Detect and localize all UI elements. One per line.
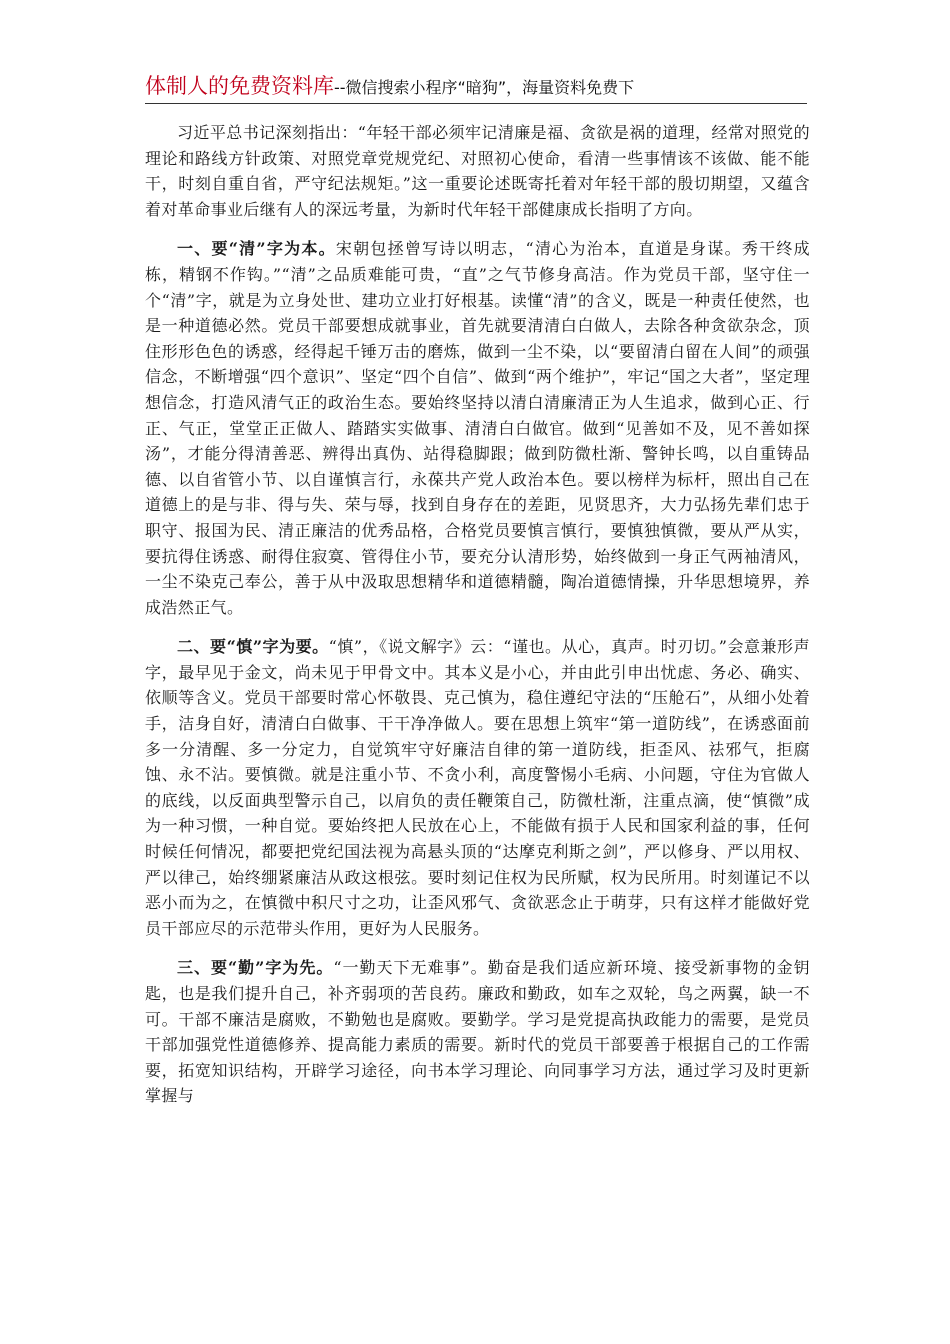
- paragraph-text: 习近平总书记深刻指出：“年轻干部必须牢记清廉是福、贪欲是祸的道理，经常对照党的理论和路线方针政策、对照党章党规党纪、对照初心使命，看清一些事情该不该做、能不能干，时刻自重自省，严守纪法规矩。”这一重要论述既寄托着对年轻干部的殷切期望，又蕴含着对革命事业后继有人的深远考量，为新时代年轻干部健康成长指明了方向。: [145, 123, 810, 219]
- header-tagline: --微信搜索小程序“暗狗”，海量资料免费下: [334, 78, 635, 97]
- page-header: [145, 70, 807, 104]
- paragraph-section-1: [145, 236, 810, 620]
- paragraph-text: “慎”，《说文解字》云：“谨也。从心，真声。时刃切。”会意兼形声字，最早见于金文，尚未见于甲骨文中。其本义是小心，并由此引申出忧虑、务必、确实、依顺等含义。党员干部要时常心怀敬畏、克己慎为，稳住遵纪守法的“压舱石”，从细小处着手，洁身自好，清清白白做事、干干净净做人。要在思想上筑牢“第一道防线”，在诱惑面前多一分清醒、多一分定力，自觉筑牢守好廉洁自律的第一道防线，拒歪风、祛邪气，拒腐蚀、永不沾。要慎微。就是注重小节、不贪小利，高度警惕小毛病、小问题，守住为官做人的底线，以反面典型警示自己，以肩负的责任鞭策自己，防微杜渐，注重点滴，使“慎微”成为一种习惯，一种自觉。要始终把人民放在心上，不能做有损于人民和国家利益的事，任何时候任何情况，都要把党纪国法视为高悬头顶的“达摩克利斯之剑”，严以修身、严以用权、严以律己，始终绷紧廉洁从政这根弦。要时刻记住权为民所赋，权为民所用。时刻谨记不以恶小而为之，在慎微中积尺寸之功，让歪风邪气、贪欲恶念止于萌芽，只有这样才能做好党员干部应尽的示范带头作用，更好为人民服务。: [145, 637, 810, 938]
- header-brand: 体制人的免费资料库: [145, 74, 334, 98]
- paragraph-intro: [145, 120, 810, 222]
- paragraph-text: 宋朝包拯曾写诗以明志，“清心为治本，直道是身谋。秀干终成栋，精钢不作钩。”“清”之品质难能可贵，“直”之气节修身高洁。作为党员干部，坚守住一个“清”字，就是为立身处世、建功立业打好根基。读懂“清”的含义，既是一种责任使然，也是一种道德必然。党员干部要想成就事业，首先就要清清白白做人，去除各种贪欲杂念，顶住形形色色的诱惑，经得起千锤万击的磨炼，做到一尘不染，以“要留清白留在人间”的顽强信念，不断增强“四个意识”、坚定“四个自信”、做到“两个维护”，牢记“国之大者”，坚定理想信念，打造风清气正的政治生态。要始终坚持以清白清廉清正为人生追求，做到心正、行正、气正，堂堂正正做人、踏踏实实做事、清清白白做官。做到“见善如不及，见不善如探汤”，才能分得清善恶、辨得出真伪、站得稳脚跟；做到防微杜渐、警钟长鸣，以自重铸品德、以自省管小节、以自谨慎言行，永葆共产党人政治本色。要以榜样为标杆，照出自己在道德上的是与非、得与失、荣与辱，找到自身存在的差距，见贤思齐，大力弘扬先辈们忠于职守、报国为民、清正廉洁的优秀品格，合格党员要慎言慎行，要慎独慎微，要从严从实，要抗得住诱惑、耐得住寂寞、管得住小节，要充分认清形势，始终做到一身正气两袖清风，一尘不染克己奉公，善于从中汲取思想精华和道德精髓，陶冶道德情操，升华思想境界，养成浩然正气。: [145, 239, 810, 617]
- paragraph-text: “一勤天下无难事”。勤奋是我们适应新环境、接受新事物的金钥匙，也是我们提升自己，补齐弱项的苦良药。廉政和勤政，如车之双轮，鸟之两翼，缺一不可。干部不廉洁是腐败，不勤勉也是腐败。要勤学。学习是党提高执政能力的需要，是党员干部加强党性道德修养、提高能力素质的需要。新时代的党员干部要善于根据自己的工作需要，拓宽知识结构，开辟学习途径，向书本学习理论、向同事学习方法，通过学习及时更新掌握与: [145, 958, 810, 1106]
- paragraph-section-3: [145, 955, 810, 1109]
- paragraph-section-2: [145, 634, 810, 941]
- article-body: [145, 120, 810, 1123]
- section-heading: 一、要“清”字为本。: [177, 239, 336, 259]
- section-heading: 三、要“勤”字为先。: [177, 958, 334, 978]
- section-heading: 二、要“慎”字为要。: [177, 637, 329, 657]
